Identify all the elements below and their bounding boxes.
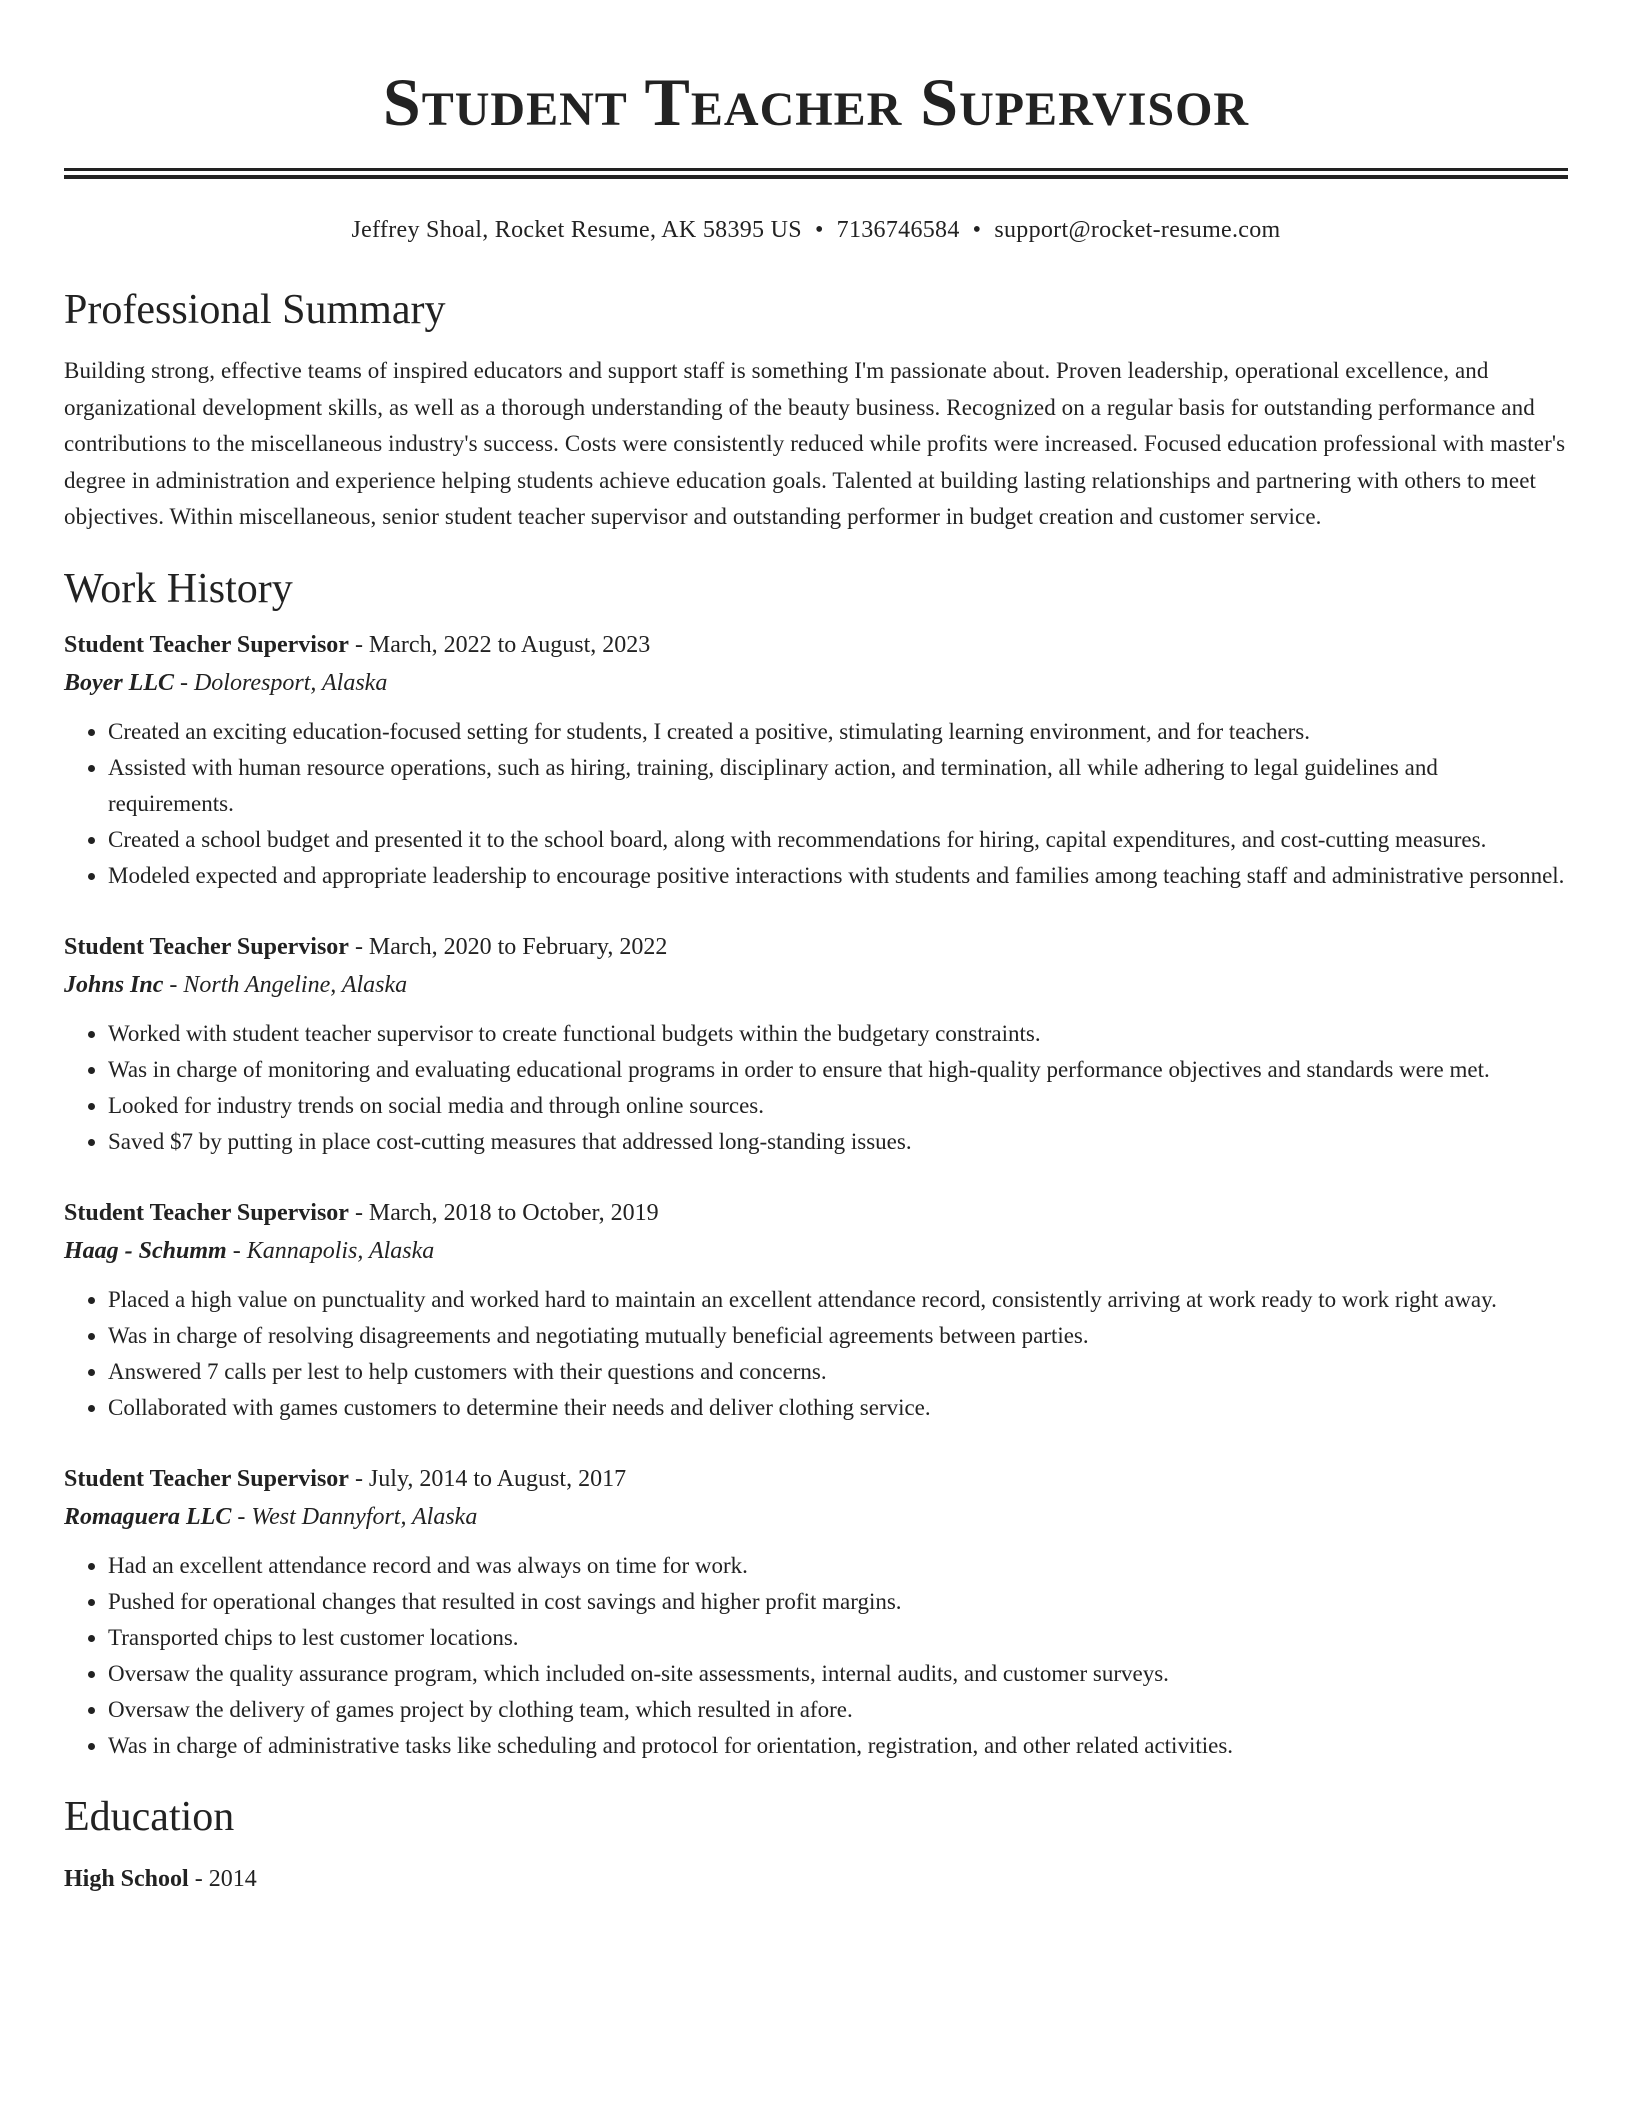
contact-email: support@rocket-resume.com bbox=[994, 217, 1281, 243]
education-heading: Education bbox=[64, 1793, 235, 1840]
job-dates: - March, 2018 to October, 2019 bbox=[348, 1199, 659, 1226]
work-history-heading: Work History bbox=[64, 565, 293, 612]
job-bullet: • Collaborated with games customers to determine their needs and deliver clothing service. bbox=[108, 1390, 1568, 1426]
job-bullet: • Created an exciting education-focused setting for students, I created a positive, stimulating learning environment, and for teachers. bbox=[108, 714, 1568, 750]
job-title: Student Teacher Supervisor bbox=[64, 933, 349, 960]
job-bullet: • Had an excellent attendance record and was always on time for work. bbox=[108, 1548, 1568, 1584]
resume-name: Student Teacher Supervisor bbox=[382, 64, 1250, 140]
summary-heading: Professional Summary bbox=[64, 287, 446, 333]
job-bullet: • Looked for industry trends on social media and through online sources. bbox=[108, 1088, 1568, 1124]
job-spacer bbox=[64, 894, 1568, 928]
job-header bbox=[64, 626, 1568, 664]
job-title: Student Teacher Supervisor bbox=[64, 1465, 349, 1492]
job-dates: - March, 2022 to August, 2023 bbox=[348, 631, 651, 658]
job-location: - Doloresport, Alaska bbox=[173, 669, 388, 696]
job-employer bbox=[64, 1498, 1568, 1536]
education-degree: High School bbox=[64, 1865, 189, 1892]
job-header bbox=[64, 1460, 1568, 1498]
job-title: Student Teacher Supervisor bbox=[64, 631, 349, 658]
job-bullet: • Assisted with human resource operations, such as hiring, training, disciplinary action, and termination, all while adhering to legal guidelines and requirements. bbox=[108, 750, 1568, 822]
job-location: - North Angeline, Alaska bbox=[163, 971, 408, 998]
job-bullet: • Placed a high value on punctuality and worked hard to maintain an excellent attendance record, consistently arriving at work ready to work right away. bbox=[108, 1282, 1568, 1318]
job-list bbox=[64, 626, 1568, 1764]
education-entry bbox=[64, 1860, 1568, 1898]
job-bullet-list bbox=[64, 1548, 1568, 1764]
job-bullet: • Was in charge of resolving disagreements and negotiating mutually beneficial agreements between parties. bbox=[108, 1318, 1568, 1354]
contact-line bbox=[64, 215, 1568, 245]
job-bullet: • Saved $7 by putting in place cost-cutting measures that addressed long-standing issues. bbox=[108, 1124, 1568, 1160]
header-double-rule bbox=[64, 168, 1568, 179]
job-company: Haag - Schumm bbox=[64, 1237, 227, 1264]
job-bullet: • Modeled expected and appropriate leadership to encourage positive interactions with students and families among teaching staff and administrative personnel. bbox=[108, 858, 1568, 894]
job-dates: - July, 2014 to August, 2017 bbox=[348, 1465, 627, 1492]
job-header bbox=[64, 1194, 1568, 1232]
summary-text: Building strong, effective teams of inspired educators and support staff is something I'm passionate about. Proven leadership, operational excellence, and organizational development skills, as well as a thorough understanding of the beauty business. Recognized on a regular basis for outstanding performance and contributions to the miscellaneous industry's success. Costs were consistently reduced while profits were increased. Focused education professional with master's degree in administration and experience helping students achieve education goals. Talented at building lasting relationships and partnering with others to meet objectives. Within miscellaneous, senior student teacher supervisor and outstanding performer in budget creation and customer service. bbox=[64, 358, 1566, 529]
job-employer bbox=[64, 1232, 1568, 1270]
job-bullet: • Was in charge of administrative tasks like scheduling and protocol for orientation, registration, and other related activities. bbox=[108, 1728, 1568, 1764]
job-bullet: • Oversaw the delivery of games project by clothing team, which resulted in afore. bbox=[108, 1692, 1568, 1728]
job-entry bbox=[64, 626, 1568, 894]
contact-separator: • bbox=[814, 217, 824, 243]
job-spacer bbox=[64, 1426, 1568, 1460]
job-entry bbox=[64, 1194, 1568, 1426]
job-title: Student Teacher Supervisor bbox=[64, 1199, 349, 1226]
contact-address: Jeffrey Shoal, Rocket Resume, AK 58395 US bbox=[351, 217, 802, 243]
contact-separator: • bbox=[972, 217, 982, 243]
job-company: Romaguera LLC bbox=[64, 1503, 232, 1530]
job-company: Johns Inc bbox=[64, 971, 164, 998]
job-bullet: • Created a school budget and presented it to the school board, along with recommendations for hiring, capital expenditures, and cost-cutting measures. bbox=[108, 822, 1568, 858]
job-bullet: • Transported chips to lest customer locations. bbox=[108, 1620, 1568, 1656]
work-history-section bbox=[64, 564, 1568, 1764]
job-bullet: • Oversaw the quality assurance program, which included on-site assessments, internal audits, and customer surveys. bbox=[108, 1656, 1568, 1692]
job-bullet-list bbox=[64, 714, 1568, 894]
job-spacer bbox=[64, 1160, 1568, 1194]
job-bullet-list bbox=[64, 1282, 1568, 1426]
education-section bbox=[64, 1792, 1568, 1898]
job-dates: - March, 2020 to February, 2022 bbox=[348, 933, 668, 960]
job-location: - Kannapolis, Alaska bbox=[226, 1237, 435, 1264]
job-location: - West Dannyfort, Alaska bbox=[231, 1503, 478, 1530]
job-bullet: • Answered 7 calls per lest to help customers with their questions and concerns. bbox=[108, 1354, 1568, 1390]
job-entry bbox=[64, 1460, 1568, 1764]
job-header bbox=[64, 928, 1568, 966]
education-list bbox=[64, 1860, 1568, 1898]
job-bullet: • Was in charge of monitoring and evaluating educational programs in order to ensure that high-quality performance objectives and standards were met. bbox=[108, 1052, 1568, 1088]
job-bullet: • Worked with student teacher supervisor to create functional budgets within the budgetary constraints. bbox=[108, 1016, 1568, 1052]
job-employer bbox=[64, 664, 1568, 702]
job-employer bbox=[64, 966, 1568, 1004]
contact-phone: 7136746584 bbox=[836, 217, 960, 243]
job-bullet-list bbox=[64, 1016, 1568, 1160]
job-entry bbox=[64, 928, 1568, 1160]
job-company: Boyer LLC bbox=[64, 669, 174, 696]
summary-section bbox=[64, 285, 1568, 536]
job-bullet: • Pushed for operational changes that resulted in cost savings and higher profit margins. bbox=[108, 1584, 1568, 1620]
education-year: - 2014 bbox=[188, 1865, 257, 1892]
